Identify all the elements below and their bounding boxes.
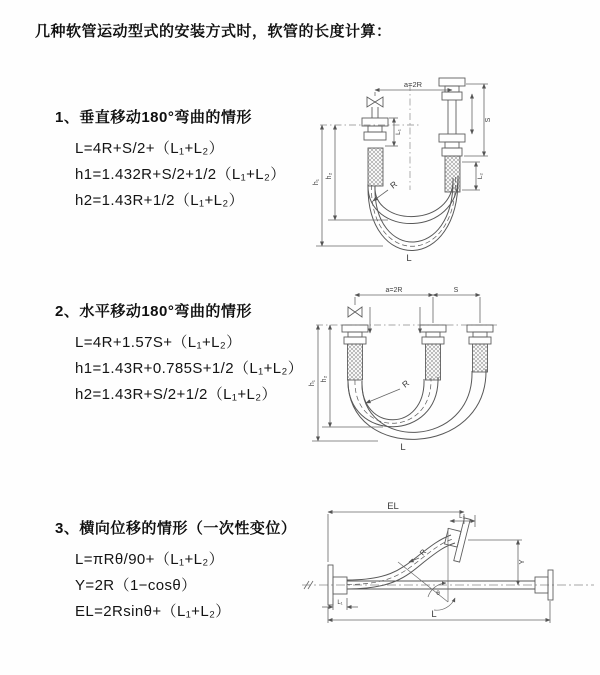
dimension-s-l2 — [462, 84, 488, 190]
pipes-fittings — [342, 325, 493, 380]
formula-list — [75, 136, 286, 214]
valve-icon — [348, 307, 362, 317]
dimension-l — [328, 601, 550, 623]
formula-line: h2=1.43R+S/2+1/2（L₁+L₂） — [75, 386, 277, 403]
dim-label-el: EL — [387, 501, 399, 512]
radius-label: R — [417, 547, 429, 558]
displaced-flange — [441, 515, 470, 562]
diagram-lateral-offset — [298, 498, 598, 648]
section-vertical-movement — [55, 108, 286, 214]
formula-line: L=4R+S/2+（L₁+L₂） — [75, 140, 225, 157]
dim-label-h2: h₂ — [321, 375, 328, 383]
formula-line: h1=1.432R+S/2+1/2（L₁+L₂） — [75, 166, 286, 183]
dim-label-l1: L₁ — [395, 129, 402, 135]
dim-label-s: S — [453, 287, 459, 294]
hose-braid — [348, 344, 363, 380]
formula-list — [75, 330, 303, 408]
movement-arrows — [370, 307, 420, 333]
valve-icon — [367, 97, 383, 107]
section-heading: 3、横向位移的情形（一次性变位） — [55, 520, 297, 537]
dim-label-l2: L₂ — [477, 172, 484, 180]
diagram-horizontal-180-bend — [308, 281, 600, 456]
dim-label-l: L — [431, 609, 437, 620]
theta-label: θ — [436, 590, 440, 597]
length-label: L — [400, 442, 406, 453]
hose-u-bend — [368, 176, 458, 251]
section-heading: 1、垂直移动180°弯曲的情形 — [55, 109, 252, 126]
section-heading: 2、水平移动180°弯曲的情形 — [55, 303, 252, 320]
radius-label: R — [400, 377, 412, 390]
section-lateral-offset — [55, 519, 296, 625]
dim-label-a2r: a=2R — [403, 80, 423, 89]
radius-label: R — [388, 178, 400, 191]
formula-line: Y=2R（1−cosθ） — [75, 577, 197, 594]
dim-label-s: S — [485, 117, 492, 123]
formula-line: L=4R+1.57S+（L₁+L₂） — [75, 334, 242, 351]
diagram-vertical-180-bend — [308, 70, 593, 266]
dim-label-h1: h₁ — [309, 379, 316, 387]
formula-line: L=πRθ/90+（L₁+L₂） — [75, 551, 224, 568]
radius-leader — [366, 389, 400, 403]
dimension-el — [328, 512, 464, 562]
dim-label-l1: L₁ — [337, 600, 343, 606]
dimension-a2r — [375, 90, 452, 96]
hose-braid — [426, 344, 441, 380]
dimension-y — [468, 540, 522, 585]
dim-label-h1: h₁ — [313, 178, 320, 186]
dim-label-y: Y — [517, 559, 526, 565]
hose-braid — [473, 344, 488, 372]
formula-line: EL=2Rsinθ+（L₁+L₂） — [75, 603, 231, 620]
formula-list — [75, 547, 296, 625]
length-label: L — [406, 253, 412, 264]
right-pipe-fitting — [439, 78, 465, 192]
dimension-a2r-s — [355, 295, 480, 323]
dim-label-h2: h₂ — [326, 172, 333, 180]
hose-u-bend — [348, 369, 486, 439]
left-pipe-fitting — [362, 107, 388, 186]
section-horizontal-movement — [55, 302, 303, 408]
page-title: 几种软管运动型式的安装方式时，软管的长度计算： — [35, 23, 392, 40]
angle-construction — [398, 528, 455, 610]
dim-label-l2: L₂ — [459, 514, 465, 520]
hose-braid — [368, 148, 383, 186]
dim-label-a2r: a=2R — [385, 287, 403, 294]
formula-line: h1=1.43R+0.785S+1/2（L₁+L₂） — [75, 360, 304, 377]
formula-line: h2=1.43R+1/2（L₁+L₂） — [75, 192, 245, 209]
